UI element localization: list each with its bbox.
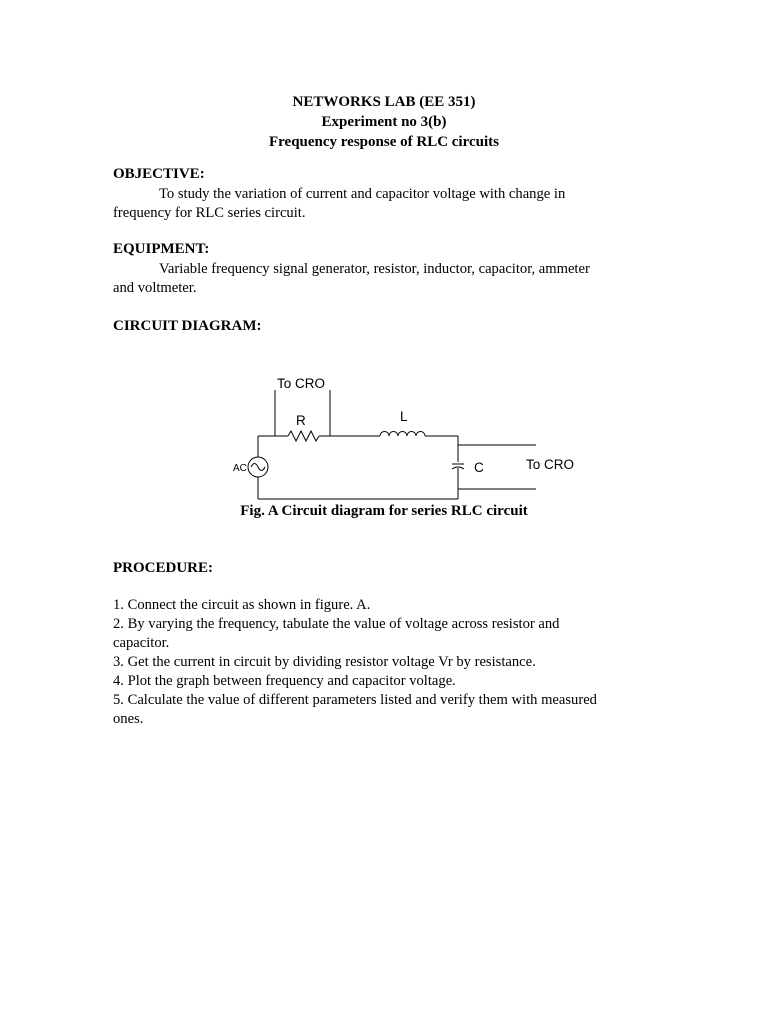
inductor-symbol [380, 432, 425, 437]
resistor-symbol [288, 431, 319, 441]
ac-sine-icon [251, 464, 265, 471]
procedure-heading: PROCEDURE: [113, 560, 213, 576]
procedure-step: 4. Plot the graph between frequency and capacitor voltage. [113, 673, 456, 689]
capacitor-label: C [474, 460, 484, 475]
experiment-title: Frequency response of RLC circuits [269, 134, 499, 150]
document-header [0, 92, 768, 152]
objective-heading: OBJECTIVE: [113, 166, 205, 182]
lab-title: NETWORKS LAB (EE 351) [292, 94, 476, 110]
equipment-heading: EQUIPMENT: [113, 241, 210, 257]
experiment-number: Experiment no 3(b) [321, 114, 447, 130]
procedure-step: 2. By varying the frequency, tabulate the value of voltage across resistor and [113, 616, 560, 632]
procedure-step: ones. [113, 711, 144, 727]
equipment-text [113, 260, 658, 298]
objective-text [113, 185, 658, 223]
procedure-steps [113, 596, 673, 729]
equipment-line-1: Variable frequency signal generator, resistor, inductor, capacitor, ammeter [159, 261, 590, 277]
to-cro-top-label: To CRO [277, 376, 326, 391]
procedure-step: capacitor. [113, 635, 170, 651]
procedure-step: 5. Calculate the value of different parameters listed and verify them with measured [113, 692, 597, 708]
rlc-circuit-diagram [220, 365, 590, 505]
figure-caption: Fig. A Circuit diagram for series RLC circuit [240, 503, 528, 519]
procedure-step: 1. Connect the circuit as shown in figure. A. [113, 597, 371, 613]
resistor-label: R [296, 413, 306, 428]
procedure-step: 3. Get the current in circuit by dividing resistor voltage Vr by resistance. [113, 654, 536, 670]
circuit-diagram-heading: CIRCUIT DIAGRAM: [113, 318, 262, 334]
equipment-line-2: and voltmeter. [113, 280, 197, 296]
ac-label: AC [233, 463, 247, 474]
to-cro-right-label: To CRO [526, 457, 575, 472]
inductor-label: L [400, 409, 408, 424]
objective-line-2: frequency for RLC series circuit. [113, 205, 306, 221]
objective-line-1: To study the variation of current and capacitor voltage with change in [159, 186, 566, 202]
